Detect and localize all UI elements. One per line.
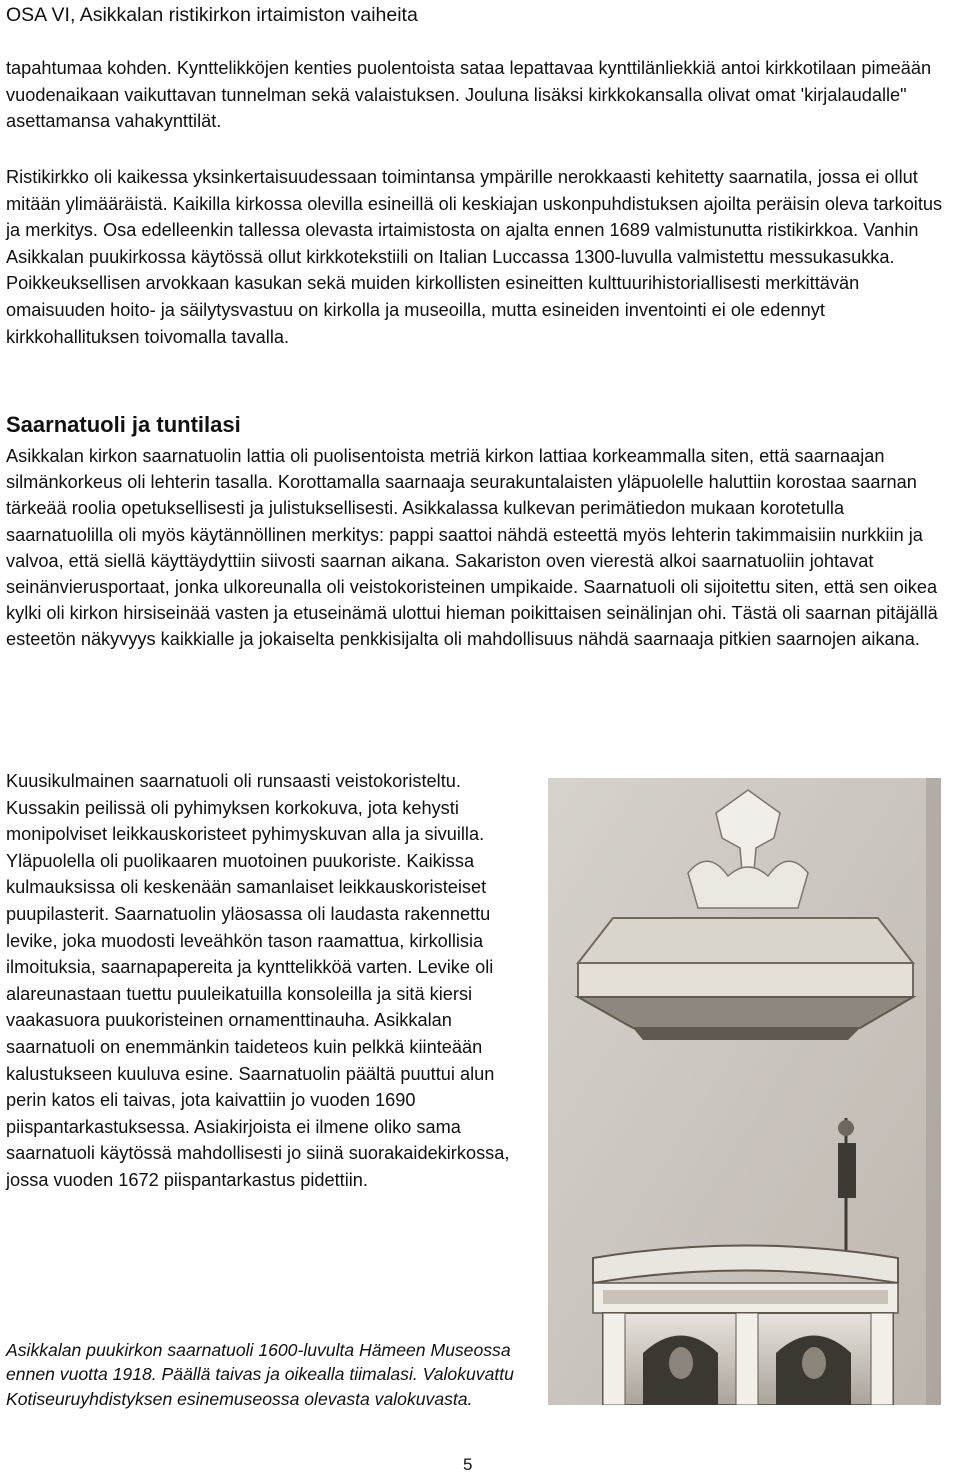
pulpit-photo (548, 778, 941, 1405)
section-paragraph: Asikkalan kirkon saarnatuolin lattia oli puolisentoista metriä kirkon lattiaa korkeammalla siten, että saarnaajan silmänkorkeus oli lehterin tasalla. Korottamalla saarnaaja seurakuntalaisten yläpuolelle haluttiin korostaa saarnan tärkeää roolia opetuksellisesti ja julistuksellisesti. Asikkalassa kulkevan perimätiedon mukaan korotetulla saarnatuolilla oli myös käytännöllinen merkitys: pappi saattoi nähdä esteettä myös lehterin takimmaisiin nurkkiin ja valvoa, että siellä käyttäydyttiin siivosti saarnan aikana. Sakariston oven vierestä alkoi saarnatuoliin johtavat seinänvierusportaat, jonka ulkoreunalla oli veistokoristeinen umpikaide. Saarnatuoli oli sijoitettu siten, että sen oikea kylki oli kirkon hirsiseinää vasten ja etuseinämä ulottui hieman poikittaisen seinälinjan ohi. Tästä oli saarnan pitäjällä esteetön näkyvyys kaikkialle ja jokaiselta penkkisijalta oli mahdollisuus nähdä saarnaaja pitkien saarnojen aikana. (6, 446, 938, 650)
body-paragraph: Ristikirkko oli kaikessa yksinkertaisuudessaan toimintansa ympärille nerokkaasti kehitetty saarnatila, jossa ei ollut mitään ylimääräistä. Kaikilla kirkossa olevilla esineillä oli keskiajan uskonpuhdistuksen ajoilta peräisin oleva tarkoitus ja merkitys. Osa edelleenkin tallessa olevasta irtaimistosta on ajalta ennen 1689 valmistunutta ristikirkkoa. Vanhin Asikkalan puukirkossa käytössä ollut kirkkotekstiili on Italian Luccassa 1300-luvulla valmistettu messukasukka. Poikkeuksellisen arvokkaan kasukan sekä muiden kirkollisten esineitten kulttuurihistoriallisesti merkittävän omaisuuden hoito- ja säilytysvastuu on kirkolla ja museoilla, mutta esineiden inventointi ei ole edennyt kirkkohallituksen toivomalla tavalla. (6, 167, 943, 347)
photo-caption: Asikkalan puukirkon saarnatuoli 1600-luvulta Hämeen Museossa ennen vuotta 1918. Päällä taivas ja oikealla tiimalasi. Valokuvattu Kotiseuruyhdistyksen esinemuseossa olevasta valokuvasta. (6, 1340, 514, 1409)
page-header-title: OSA VI, Asikkalan ristikirkon irtaimiston vaiheita (6, 4, 418, 26)
pulpit-photo-illustration (548, 778, 941, 1405)
section-heading: Saarnatuoli ja tuntilasi (6, 412, 241, 437)
pulpit-description: Kuusikulmainen saarnatuoli oli runsaasti veistokoristeltu. Kussakin peilissä oli pyhimyksen korkokuva, jota kehysti monipolviset leikkauskoristeet pyhimyskuvan alla ja sivuilla. Yläpuolella oli puolikaaren muotoinen puukoriste. Kaikissa kulmauksissa oli keskenään samanlaiset leikkauskoristeiset puupilasterit. Saarnatuolin yläosassa oli laudasta rakennettu levike, joka muodosti leveähkön tason raamattua, kirkollisia ilmoituksia, saarnapapereita ja kynttelikköä varten. Levike oli alareunastaan tuettu puuleikatuilla konsoleilla ja sitä kiersi vaakasuora puukoristeinen ornamenttinauha. Asikkalan saarnatuoli on enemmänkin taideteos kuin pelkkä kiinteään kalustukseen kuuluva esine. Saarnatuolin päältä puuttui alun perin katos eli taivas, jota kaivattiin jo vuoden 1690 piispantarkastuksessa. Asiakirjoista ei ilmene oliko sama saarnatuoli käytössä mahdollisesti jo siinä suorakaidekirkossa, jossa vuoden 1672 piispantarkastus pidettiin. (6, 771, 510, 1190)
body-paragraph: tapahtumaa kohden. Kynttelikköjen kenties puolentoista sataa lepattavaa kynttilänliekkiä antoi kirkkotilaan pimeään vuodenaikaan vaikuttavan tunnelman sekä valaistuksen. Jouluna lisäksi kirkkokansalla olivat omat 'kirjalaudalle" asettamansa vahakynttilät. (6, 58, 932, 132)
page-number: 5 (463, 1455, 473, 1474)
